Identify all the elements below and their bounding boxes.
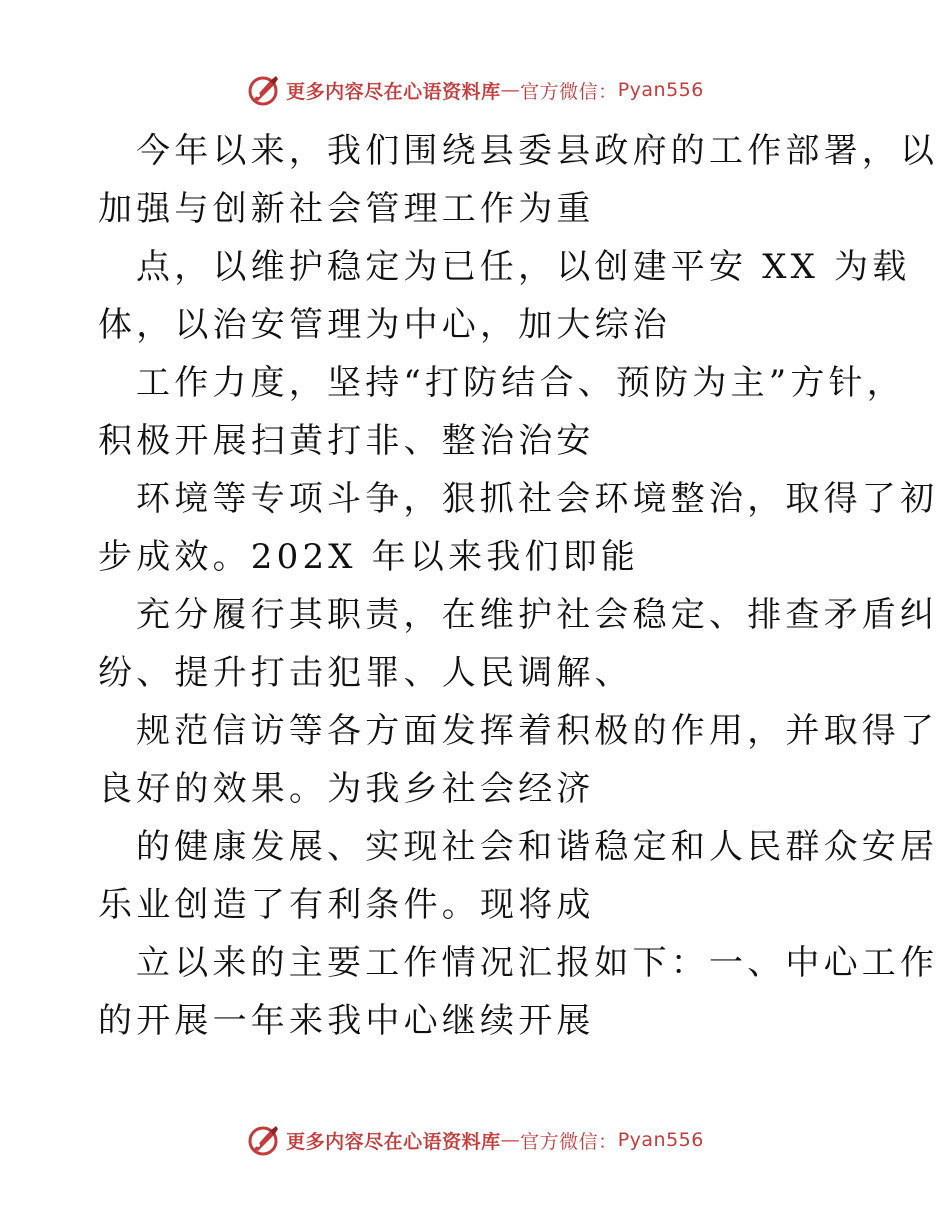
text-block-5 (98, 586, 939, 702)
document-body (98, 122, 939, 1050)
watermark-separator: — (500, 79, 521, 101)
watermark-official-label: 官方微信： (520, 1130, 618, 1153)
text-block-3 (98, 354, 905, 470)
text-line: 的健康发展、实现社会和谐稳定和人民群众安居 (136, 827, 939, 867)
watermark-separator: — (500, 1129, 521, 1151)
watermark-main-text: 更多内容尽在心语资料库 (286, 80, 501, 103)
pen-logo-icon (246, 73, 280, 107)
text-line: 步成效。202X 年以来我们即能 (98, 537, 640, 577)
text-line: 环境等专项斗争，狠抓社会环境整治，取得了初 (136, 479, 939, 519)
text-line: 体，以治安管理为中心，加大综治 (98, 305, 671, 345)
text-line: 规范信访等各方面发挥着积极的作用，并取得了 (136, 711, 939, 751)
text-line: 加强与创新社会管理工作为重 (98, 189, 595, 229)
footer-watermark (0, 1120, 950, 1160)
header-watermark (0, 70, 950, 110)
text-line: 今年以来，我们围绕县委县政府的工作部署，以 (136, 131, 939, 171)
text-line: 充分履行其职责，在维护社会稳定、排查矛盾纠 (136, 595, 939, 635)
watermark-official-label: 官方微信： (520, 80, 618, 103)
watermark-wechat-id: Pyan556 (617, 79, 704, 101)
text-block-8 (98, 934, 939, 1050)
text-block-1 (98, 122, 939, 238)
watermark-main-text: 更多内容尽在心语资料库 (286, 1130, 501, 1153)
text-line: 纷、提升打击犯罪、人民调解、 (98, 653, 633, 693)
text-block-7 (98, 818, 939, 934)
text-line: 点，以维护稳定为已任，以创建平安 XX 为载 (136, 247, 911, 287)
text-line: 良好的效果。为我乡社会经济 (98, 769, 595, 809)
text-block-2 (98, 238, 911, 354)
text-line: 工作力度，坚持“打防结合、预防为主”方针， (136, 363, 905, 403)
text-line: 立以来的主要工作情况汇报如下：一、中心工作 (136, 943, 939, 983)
text-line: 的开展一年来我中心继续开展 (98, 1001, 595, 1041)
text-line: 积极开展扫黄打非、整治治安 (98, 421, 595, 461)
text-line: 乐业创造了有利条件。现将成 (98, 885, 595, 925)
text-block-4 (98, 470, 939, 586)
text-block-6 (98, 702, 939, 818)
watermark-wechat-id: Pyan556 (617, 1129, 704, 1151)
pen-logo-icon (246, 1123, 280, 1157)
